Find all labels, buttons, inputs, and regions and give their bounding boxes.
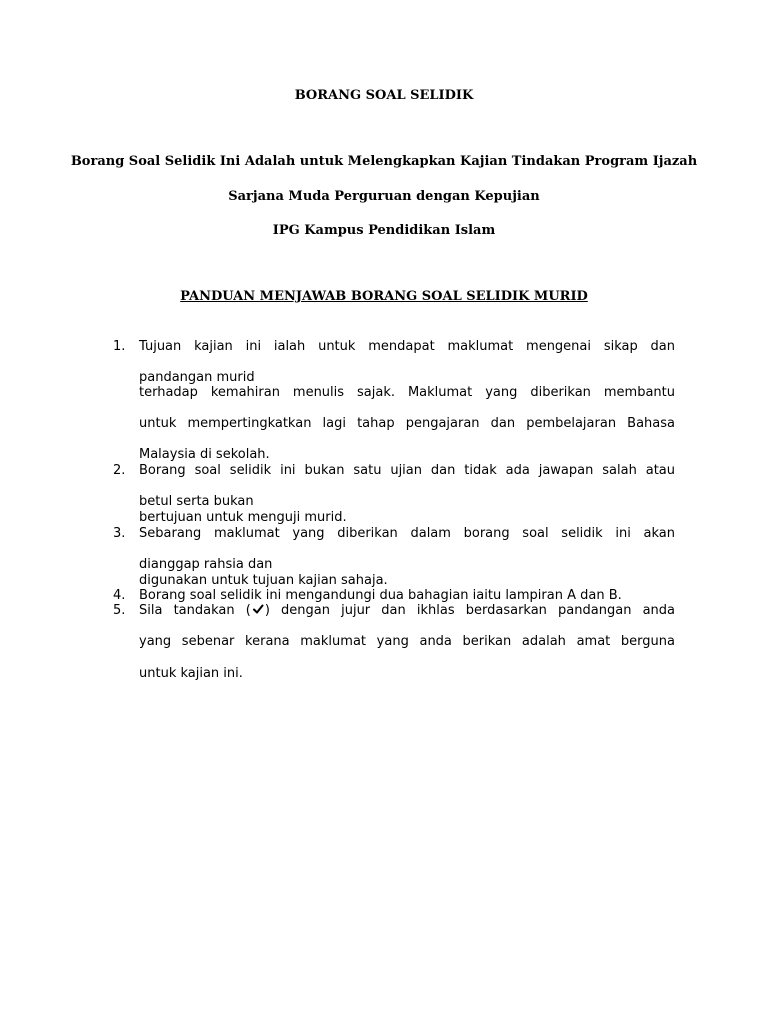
item-2-line-1: Borang soal selidik ini bukan satu ujian dan tidak ada jawapan salah atau	[139, 463, 675, 478]
item-5-text-after: ) dengan jujur dan ikhlas berdasarkan pandangan anda	[264, 603, 675, 618]
check-mark-icon	[252, 603, 264, 615]
item-5-line-1	[139, 603, 675, 619]
item-1-line-2: pandangan murid	[139, 370, 255, 385]
item-5-line-2: yang sebenar kerana maklumat yang anda berikan adalah amat berguna	[139, 634, 675, 649]
item-5-text-before: Sila tandakan (	[139, 603, 251, 618]
item-number: 3.	[113, 526, 126, 541]
document-title: BORANG SOAL SELIDIK	[294, 88, 474, 103]
item-2-line-2: betul serta bukan	[139, 494, 254, 509]
intro-line-2: Sarjana Muda Perguruan dengan Kepujian	[228, 189, 540, 204]
item-5-line-3: untuk kajian ini.	[139, 666, 243, 681]
item-2-line-3: bertujuan untuk menguji murid.	[139, 510, 347, 525]
item-number: 4.	[113, 588, 126, 603]
item-1-line-4: untuk mempertingkatkan lagi tahap pengajaran dan pembelajaran Bahasa	[139, 416, 675, 431]
item-3-line-3: digunakan untuk tujuan kajian sahaja.	[139, 573, 388, 588]
item-1-line-5: Malaysia di sekolah.	[139, 447, 270, 462]
item-number: 1.	[113, 339, 126, 354]
item-number: 5.	[113, 603, 126, 618]
item-number: 2.	[113, 463, 126, 478]
intro-line-1: Borang Soal Selidik Ini Adalah untuk Melengkapkan Kajian Tindakan Program Ijazah	[70, 154, 698, 169]
item-3-line-1: Sebarang maklumat yang diberikan dalam borang soal selidik ini akan	[139, 526, 675, 541]
intro-line-3: IPG Kampus Pendidikan Islam	[272, 223, 496, 238]
item-1-line-3: terhadap kemahiran menulis sajak. Maklumat yang diberikan membantu	[139, 385, 675, 400]
item-4-line-1: Borang soal selidik ini mengandungi dua bahagian iaitu lampiran A dan B.	[139, 588, 622, 603]
item-3-line-2: dianggap rahsia dan	[139, 557, 273, 572]
guide-heading: PANDUAN MENJAWAB BORANG SOAL SELIDIK MURID	[180, 289, 588, 304]
item-1-line-1: Tujuan kajian ini ialah untuk mendapat maklumat mengenai sikap dan	[139, 339, 675, 354]
